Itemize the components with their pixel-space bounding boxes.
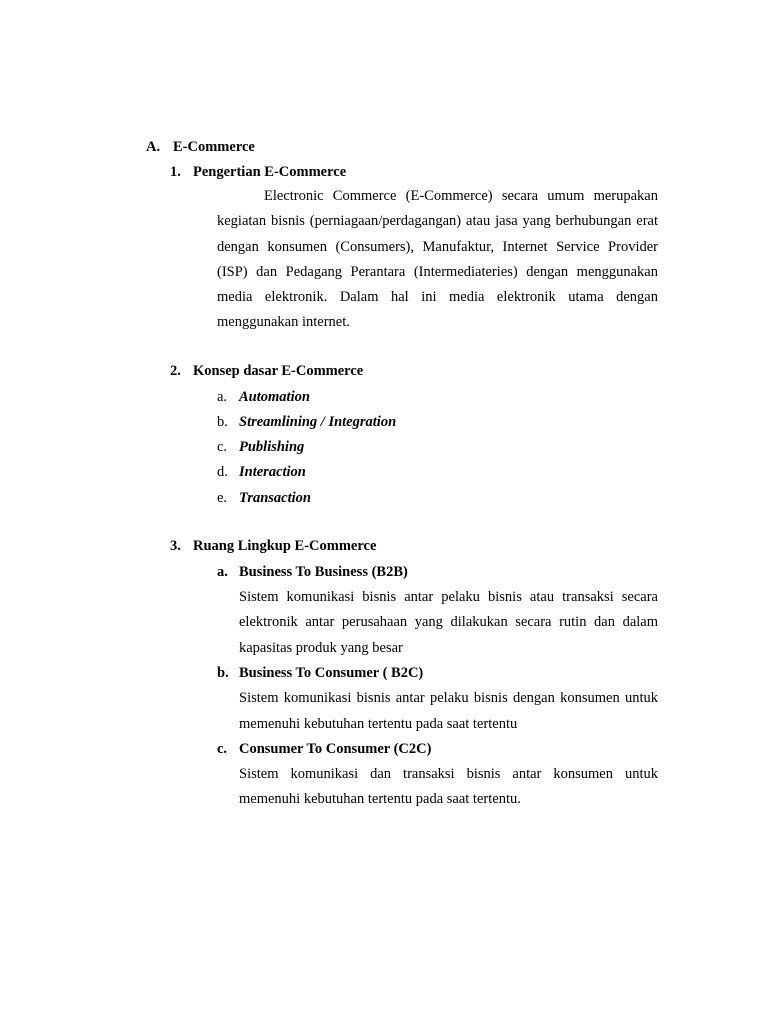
list-item [217,460,658,485]
scope-item-description: Sistem komunikasi dan transaksi bisnis antar konsumen untuk memenuhi kebutuhan tertentu pada saat tertentu. [239,766,658,808]
section-3-marker: 3. [170,537,181,554]
section-1-title: Pengertian E-Commerce [193,164,347,180]
section-1 [170,162,658,336]
list-item-marker: d. [217,464,228,481]
scope-item-marker: b. [217,664,229,681]
concept-list [217,385,658,511]
list-item-text: Automation [239,388,310,405]
section-2-title: Konsep dasar E-Commerce [193,362,364,379]
list-item [217,410,658,435]
scope-item-title: Business To Business (B2B) [239,563,408,580]
section-3-title: Ruang Lingkup E-Commerce [193,537,377,554]
section-2-heading [170,361,658,381]
heading-marker: A. [146,139,161,155]
section-3 [170,536,658,813]
scope-item-description: Sistem komunikasi bisnis antar pelaku bisnis dengan konsumen untuk memenuhi kebutuhan tertentu pada saat tertentu [239,690,658,732]
scope-item-heading [217,560,658,585]
list-item [217,435,658,460]
section-3-heading [170,536,658,556]
scope-item-c2c [217,737,658,813]
section-1-paragraph-text: Electronic Commerce (E-Commerce) secara umum merupakan kegiatan bisnis (perniagaan/perdagangan) atau jasa yang berhubungan erat dengan konsumen (Consumers), Manufaktur, Internet Service Provider (ISP) dan Pedagang Perantara (Intermediateries) dengan menggunakan media elektronik. Dalam hal ini media elektronik utama dengan menggunakan internet. [217,188,658,331]
list-item-marker: c. [217,439,228,456]
list-item-text: Transaction [239,489,311,506]
list-item [217,486,658,511]
section-1-heading [170,162,658,182]
heading-title: E-Commerce [173,139,255,155]
document-content [146,137,658,813]
scope-item-heading [217,661,658,686]
scope-item-marker: c. [217,740,228,757]
list-item-text: Interaction [239,464,306,481]
scope-item-title: Consumer To Consumer (C2C) [239,740,432,757]
list-item-text: Streamlining / Integration [239,413,397,430]
list-item-marker: a. [217,388,228,405]
scope-item-heading [217,737,658,762]
scope-item-b2b [217,560,658,661]
section-1-marker: 1. [170,164,181,180]
section-1-paragraph [217,184,658,336]
list-item-marker: b. [217,413,228,430]
scope-item-title: Business To Consumer ( B2C) [239,664,424,681]
scope-item-marker: a. [217,563,228,580]
list-item-marker: e. [217,489,228,506]
list-item [217,385,658,410]
section-2 [170,361,658,511]
heading-a [146,137,658,157]
scope-list [217,560,658,813]
scope-item-description: Sistem komunikasi bisnis antar pelaku bisnis atau transaksi secara elektronik antar perusahaan yang dilakukan secara rutin dan dalam kapasitas produk yang besar [239,589,658,656]
section-2-marker: 2. [170,362,181,379]
scope-item-b2c [217,661,658,737]
list-item-text: Publishing [239,439,305,456]
